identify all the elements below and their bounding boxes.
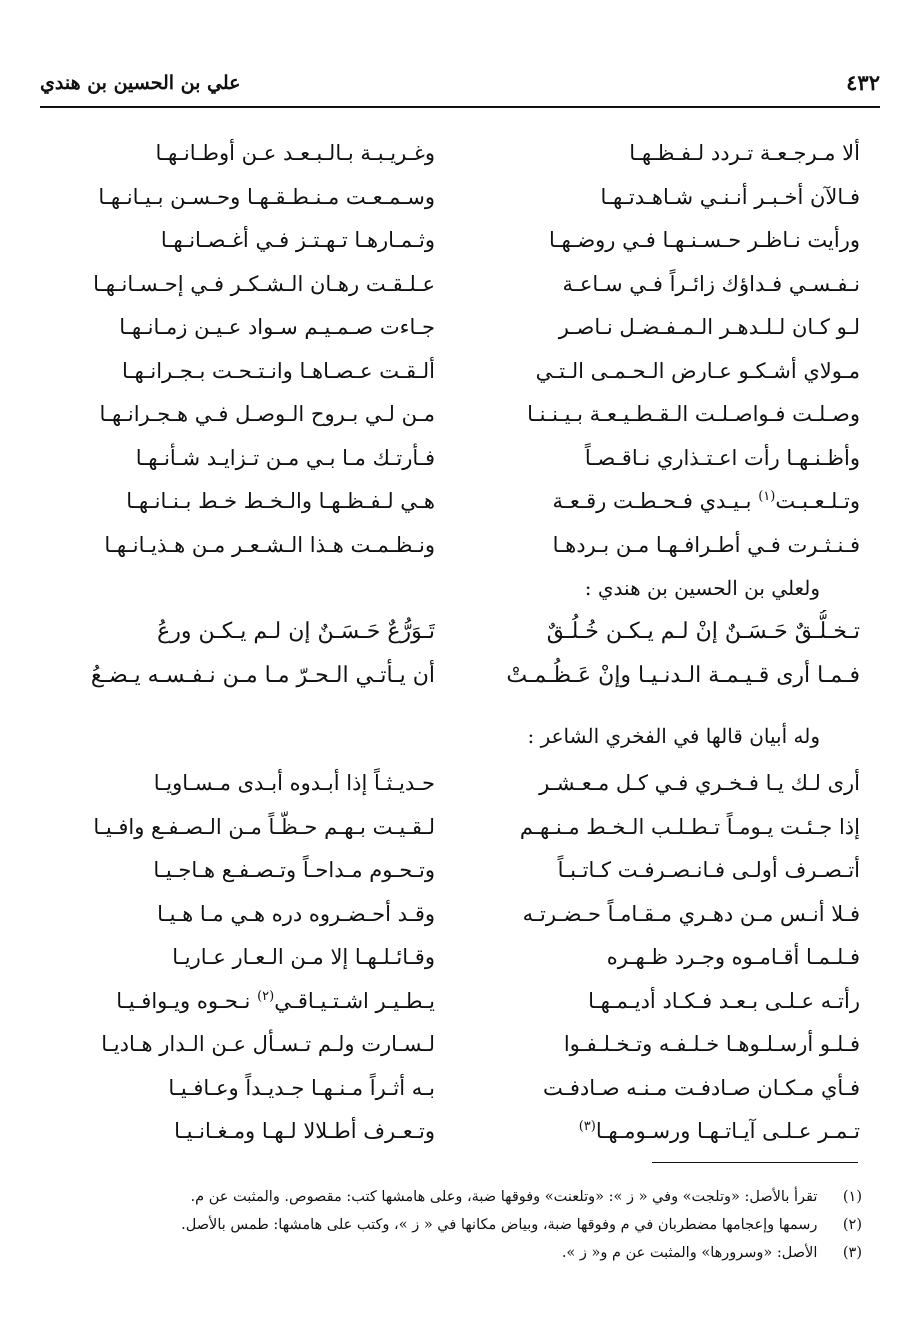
running-title: علي بن الحسين بن هندي <box>40 72 241 94</box>
right-column-poem1 <box>465 132 860 567</box>
left-column-poem2 <box>40 610 435 698</box>
verse-line: فـنـثـرت فـي أطـرافـهـا مـن بـردهـا <box>552 532 860 557</box>
verse-line: وقـائـلـهـا إلا مـن الـعـار عـاريـا <box>172 945 435 969</box>
verse-line: فـمـا أرى قـيـمـة الـدنـيـا وإنْ عَـظُـمـتْ <box>506 663 860 688</box>
footnote-number: (١) <box>842 1189 862 1205</box>
verse-line <box>40 980 435 1024</box>
verse-text: يـطـيـر اشـتـيـاقـي <box>274 988 435 1013</box>
footnote-separator <box>652 1162 858 1163</box>
left-column-poem3 <box>40 762 435 1154</box>
footnote <box>40 1239 862 1267</box>
verse-line <box>465 1110 860 1154</box>
verse-line: وأظـنـهـا رأت اعـتـذاري نـاقـصـاً <box>584 445 860 470</box>
footnote <box>40 1183 862 1211</box>
left-column-poem1 <box>40 132 435 567</box>
page-number: ٤٣٢ <box>846 70 880 95</box>
verse-line: فـأرتـك مـا بـي مـن تـزايـد شـأنـهـا <box>135 445 435 470</box>
verse-line: أرى لـك يـا فـخـري فـي كـل مـعـشـر <box>539 771 860 795</box>
verse-line: فـلـو أرسـلـوهـا خـلـفـه وتـخـلـفـوا <box>563 1032 860 1056</box>
verse-line: أن يـأتـي الـحـرّ مـا مـن نـفـسـه يـضـعُ <box>90 663 435 688</box>
verse-line: ألا مـرجـعـة تـردد لـفـظـهـا <box>629 141 860 165</box>
poem-intro: وله أبيان قالها في الفخري الشاعر : <box>527 724 820 748</box>
verse-text: بـيـدي فـحـطـت رقـعـة <box>552 489 752 513</box>
right-column-section2 <box>465 566 860 698</box>
page-header <box>40 68 880 108</box>
verse-line: تـخـلُّـقٌ حَـسَـنٌ إنْ لـم يـكـن خُـلُـقٌ <box>546 619 860 644</box>
verse-line: وسـمـعـت مـنـطـقـهـا وحـسـن بـيـانـهـا <box>98 184 435 209</box>
verse-line: لـسـارت ولـم تـسـأل عـن الـدار هـاديـا <box>101 1032 435 1056</box>
verse-line: وغـريـبـة بـالـبـعـد عـن أوطـانـهـا <box>155 141 435 165</box>
verse-line: أتـصـرف أولـى فـانـصـرفـت كـاتـبـاً <box>557 858 860 882</box>
verse-line: مـن لـي بـروح الـوصـل فـي هـجـرانـهـا <box>99 402 435 426</box>
footnote-number: (٢) <box>842 1217 862 1233</box>
verse-line: ألـقـت عـصـاهـا وانـتـحـت بـجـرانـهـا <box>121 358 435 383</box>
footnotes <box>40 1183 862 1267</box>
footnote-text: رسمها وإعجامها مضطربان في م وفوقها ضبة، وبياض مكانها في « ز »، وكتب على هامشها: طمس بالأصل. <box>181 1217 818 1233</box>
right-column-poem3 <box>465 762 860 1154</box>
verse-text: نـحـوه ويـوافـيـا <box>116 988 251 1013</box>
verse-line: فـالآن أخـبـر أنـنـي شـاهـدتـهـا <box>600 184 860 209</box>
footnote-text: الأصل: «وسرورها» والمثبت عن م و« ز ». <box>561 1245 818 1261</box>
verse-line: ونـظـمـت هـذا الـشـعـر مـن هـذيـانـهـا <box>104 532 435 557</box>
verse-line: جـاءت صـمـيـم سـواد عـيـن زمـانـهـا <box>119 315 435 339</box>
verse-line: وقـد أحـضـروه دره هـي مـا هـيـا <box>157 901 435 926</box>
verse-line: إذا جـئـت يـومـاً تـطـلـب الـخـط مـنـهـم <box>519 814 860 839</box>
verse-line: نـفـسـي فـداؤك زائـراً فـي سـاعـة <box>562 271 860 296</box>
footnote-marker: (٢) <box>257 988 275 1004</box>
verse-line: فـأي مـكـان صـادفـت مـنـه صـادفـت <box>543 1075 860 1100</box>
verse-line: فـلـمـا أقـامـوه وجـرد ظـهـره <box>606 945 860 969</box>
verse-line: رأتـه عـلـى بـعـد فـكـاد أديـمـهـا <box>588 988 860 1013</box>
verse-line: وتـعـرف أطـلالا لـهـا ومـغـانـيـا <box>174 1119 435 1143</box>
footnote-text: تقرأ بالأصل: «وتلجت» وفي « ز »: «وتلعنت» وفوقها ضبة، وعلى هامشها كتب: مقصوص. والمثبت عن م. <box>190 1189 818 1205</box>
verse-line: لـو كـان لـلـدهـر الـمـفـضـل نـاصـر <box>558 315 860 339</box>
verse-line: ورأيت نـاظـر حـسـنـهـا فـي روضـهـا <box>548 228 860 252</box>
verse-line: تَـوَرُّعٌ حَـسَـنٌ إن لـم يـكـن ورعُ <box>157 619 435 644</box>
footnote-number: (٣) <box>842 1245 862 1261</box>
verse-line: وصـلـت فـواصـلـت الـقـطـيـعـة بـيـنـنـا <box>527 402 860 426</box>
footnote <box>40 1211 862 1239</box>
verse-line: بـه أثـراً مـنـهـا جـديـداً وعـافـيـا <box>168 1075 435 1100</box>
verse-line: مـولاي أشـكـو عـارض الـحـمـى الـتـي <box>535 358 860 383</box>
verse-line: حـديـثـاً إذا أبـدوه أبـدى مـسـاويـا <box>153 771 435 795</box>
verse-line: فـلا أنـس مـن دهـري مـقـامـاً حـضـرتـه <box>522 901 860 926</box>
verse-line <box>465 480 860 524</box>
verse-line: هـي لـفـظـهـا والـخـط خـط بـنـانـهـا <box>126 489 435 513</box>
right-column-section3 <box>465 714 860 758</box>
poem-intro: ولعلي بن الحسين بن هندي : <box>584 576 820 600</box>
footnote-marker: (٣) <box>578 1119 596 1134</box>
verse-line: وتـحـوم مـداحـاً وتـصـفـع هـاجـيـا <box>153 858 435 882</box>
verse-line: عـلـقـت رهـان الـشـكـر فـي إحـسـانـهـا <box>93 271 435 296</box>
verse-text: تـمـر عـلـى آيـاتـهـا ورسـومـهـا <box>595 1119 860 1143</box>
verse-line: وثـمـارهـا تـهـتـز فـي أغـصـانـهـا <box>160 228 435 252</box>
footnote-marker: (١) <box>758 489 776 504</box>
verse-line: لـقـيـت بـهـم حـظّـاً مـن الـصـفـع وافـيـا <box>93 814 435 839</box>
verse-text: وتـلـعـبـت <box>775 489 860 513</box>
